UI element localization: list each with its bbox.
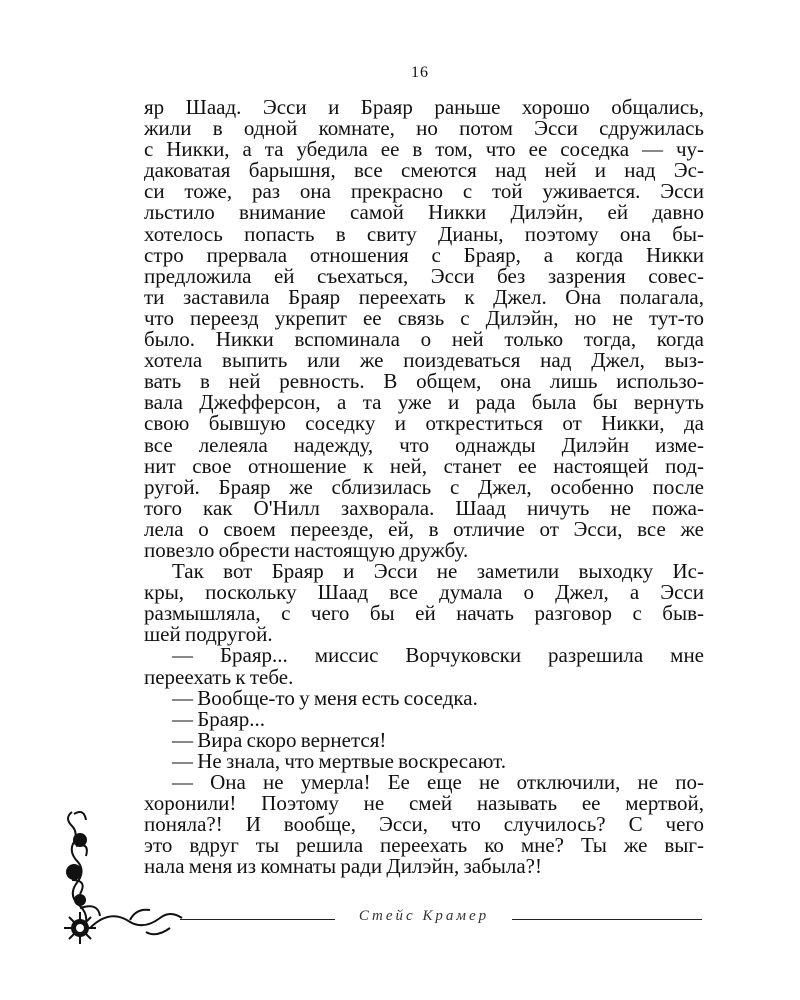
footer-rule-left (180, 919, 335, 920)
text-line: льстило внимание самой Никки Дилэйн, ей давно (144, 200, 704, 225)
text-line: нит свое отношение к ней, станет ее настоящей под- (144, 453, 704, 478)
text-line: — Браяр... миссис Ворчуковски разрешила мне (172, 643, 704, 668)
text-line: жили в одной комнате, но потом Эсси сдружилась (144, 116, 704, 141)
page-number: 16 (411, 64, 429, 81)
text-line: все лелеяла надежду, что однажды Дилэйн изме- (144, 432, 704, 457)
text-line: лела о своем переезде, ей, в отличие от Эсси, все же (144, 516, 704, 541)
text-line: хотелось попасть в свиту Дианы, поэтому она бы- (144, 221, 704, 246)
text-line: ти заставила Браяр переехать к Джел. Она полагала, (144, 284, 704, 309)
text-line: Так вот Браяр и Эсси не заметили выходку Ис- (172, 559, 704, 584)
text-line: — Не знала, что мертвые воскресают. (172, 748, 506, 773)
text-line: свою бывшую соседку и откреститься от Никки, да (144, 411, 704, 436)
text-line: хоронили! Поэтому не смей называть ее мертвой, (144, 791, 704, 816)
text-line: предложила ей съехаться, Эсси без зазрения совес- (144, 263, 704, 288)
text-line: повезло обрести настоящую дружбу. (144, 537, 469, 562)
text-line: ругой. Браяр же сблизилась с Джел, особенно после (144, 474, 704, 499)
text-line: что переезд укрепит ее связь с Дилэйн, но не тут-то (144, 305, 704, 330)
text-line: — Она не умерла! Ее еще не отключили, не по- (172, 770, 704, 794)
text-line: яр Шаад. Эсси и Браяр раньше хорошо общались, (144, 95, 704, 119)
text-line: си тоже, раз она прекрасно с той уживается. Эсси (144, 179, 704, 204)
footer-rule-right (512, 919, 702, 920)
text-line: вала Джефферсон, а та уже и рада была бы вернуть (144, 390, 704, 415)
text-line: — Вира скоро вернется! (172, 727, 387, 752)
text-line: даковатая барышня, все смеются над ней и над Эс- (144, 158, 704, 183)
text-line: того как О'Нилл захворала. Шаад ничуть не пожа- (144, 495, 704, 520)
text-line: размышляла, с чего бы ей начать разговор с быв- (144, 601, 704, 626)
text-line: поняла?! И вообще, Эсси, что случилось? С чего (144, 812, 704, 837)
text-line: — Вообще-то у меня есть соседка. (172, 685, 478, 710)
page-footer (0, 908, 800, 932)
text-line: стро прервала отношения с Браяр, а когда Никки (144, 242, 704, 267)
text-line: вать в ней ревность. В общем, она лишь использо- (144, 369, 704, 394)
text-line: хотела выпить или же поиздеваться над Джел, выз- (144, 348, 704, 373)
text-line: кры, поскольку Шаад все думала о Джел, а Эсси (144, 580, 704, 605)
text-line: было. Никки вспоминала о ней только тогда, когда (144, 327, 704, 352)
footer-author: Стейс Крамер (358, 908, 490, 924)
text-line: шей подругой. (144, 622, 273, 647)
body-text (144, 97, 704, 877)
text-line: это вдруг ты решила переехать ко мне? Ты же выг- (144, 833, 704, 858)
text-line: с Никки, а та убедила ее в том, что ее соседка — чу- (144, 137, 704, 162)
text-line: — Браяр... (172, 706, 266, 731)
text-line: переехать к тебе. (144, 664, 294, 689)
text-line: нала меня из комнаты ради Дилэйн, забыла?! (144, 854, 542, 879)
